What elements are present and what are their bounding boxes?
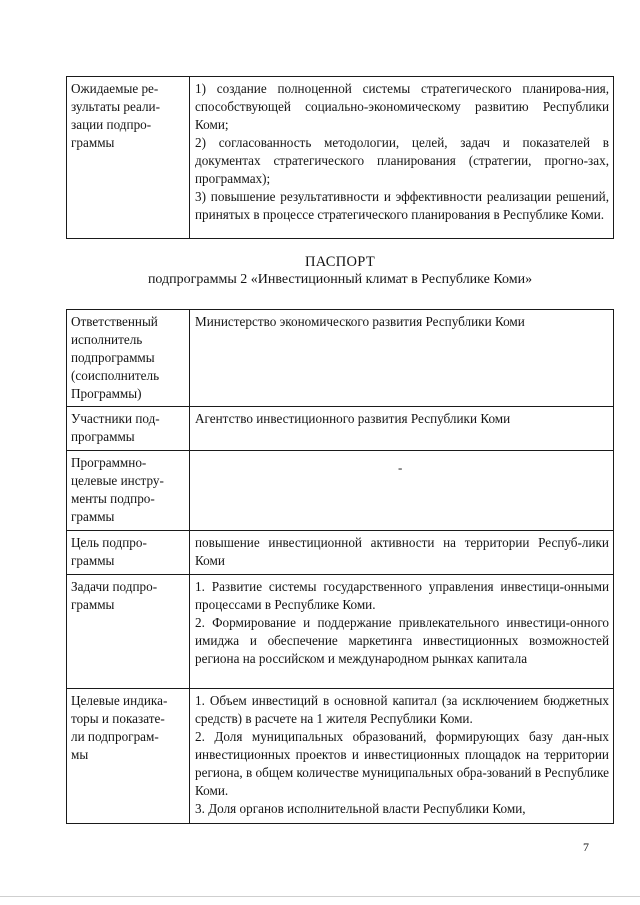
result-item: 2) согласованность методологии, целей, задач и показателей в документах стратегического планирования (стратегии, прогно-зах, программах); — [195, 135, 609, 186]
page-number: 7 — [583, 840, 589, 854]
label-line: подпрограммы — [71, 350, 155, 365]
value-item: повышение инвестиционной активности на территории Респуб-лики Коми — [195, 535, 609, 568]
label-line: исполнитель — [71, 332, 143, 347]
label-line: Ответственный — [71, 314, 158, 329]
row-label — [67, 689, 190, 824]
label-line: Программы) — [71, 386, 142, 401]
label-line: торы и показате- — [71, 711, 165, 726]
label-line: программы — [71, 429, 135, 444]
label-line: зультаты реали- — [71, 99, 161, 114]
label-line: менты подпро- — [71, 491, 155, 506]
label-line: граммы — [71, 135, 115, 150]
expected-results-table — [66, 76, 614, 239]
table-row — [67, 407, 614, 451]
label-line: Цель подпро- — [71, 535, 147, 550]
label-line: Ожидаемые ре- — [71, 81, 159, 96]
row-label — [67, 77, 190, 239]
passport-heading — [66, 253, 614, 289]
label-line: ли подпрограм- — [71, 729, 159, 744]
row-label — [67, 310, 190, 407]
label-line: граммы — [71, 597, 115, 612]
passport-subtitle: подпрограммы 2 «Инвестиционный климат в Республике Коми» — [147, 272, 533, 287]
label-line: граммы — [71, 553, 115, 568]
label-line: граммы — [71, 509, 115, 524]
result-item: 3) повышение результативности и эффективности реализации решений, принятых в процессе стратегического планирования в Республике Коми. — [195, 189, 609, 222]
row-value — [190, 575, 614, 689]
table-row — [67, 77, 614, 239]
value-item: 3. Доля органов исполнительной власти Республики Коми, — [195, 801, 526, 816]
row-value — [190, 310, 614, 407]
table-row — [67, 575, 614, 689]
label-line: целевые инстру- — [71, 473, 164, 488]
value-item: 2. Формирование и поддержание привлекательного инвестици-онного имиджа и обеспечение маркетинга инвестиционных возможностей региона на российском и международном рынках капитала — [195, 615, 609, 666]
value-item: 1. Развитие системы государственного управления инвестици-онными процессами в Республике Коми. — [195, 579, 609, 612]
row-value — [190, 689, 614, 824]
value-item: Агентство инвестиционного развития Республики Коми — [195, 411, 511, 426]
label-line: мы — [71, 747, 89, 762]
table-row — [67, 689, 614, 824]
value-item: 2. Доля муниципальных образований, формирующих базу дан-ных инвестиционных проектов и инвестиционных площадок на территории региона, в общем количестве муниципальных обра-зований в Республике Коми. — [195, 729, 610, 798]
label-line: Участники под- — [71, 411, 160, 426]
row-label — [67, 451, 190, 531]
table-row — [67, 451, 614, 531]
value-item: 1. Объем инвестиций в основной капитал (за исключением бюджетных средств) в расчете на 1 жителя Республики Коми. — [195, 693, 609, 726]
row-label — [67, 407, 190, 451]
empty-value-dash: - — [398, 460, 403, 475]
label-line: Целевые индика- — [71, 693, 168, 708]
row-value — [190, 77, 614, 239]
row-value — [190, 531, 614, 575]
label-line: Программно- — [71, 455, 147, 470]
result-item: 1) создание полноценной системы стратегического планирова-ния, способствующей социально-экономическому развитию Республики Коми; — [195, 81, 609, 132]
row-value — [190, 407, 614, 451]
passport-table — [66, 309, 614, 824]
value-item: Министерство экономического развития Республики Коми — [195, 314, 525, 329]
label-line: (соисполнитель — [71, 368, 160, 383]
label-line: Задачи подпро- — [71, 579, 158, 594]
label-line: зации подпро- — [71, 117, 152, 132]
row-label — [67, 575, 190, 689]
table-row — [67, 310, 614, 407]
row-label — [67, 531, 190, 575]
scan-edge-line — [0, 896, 640, 897]
table-row — [67, 531, 614, 575]
passport-title: ПАСПОРТ — [304, 254, 376, 270]
